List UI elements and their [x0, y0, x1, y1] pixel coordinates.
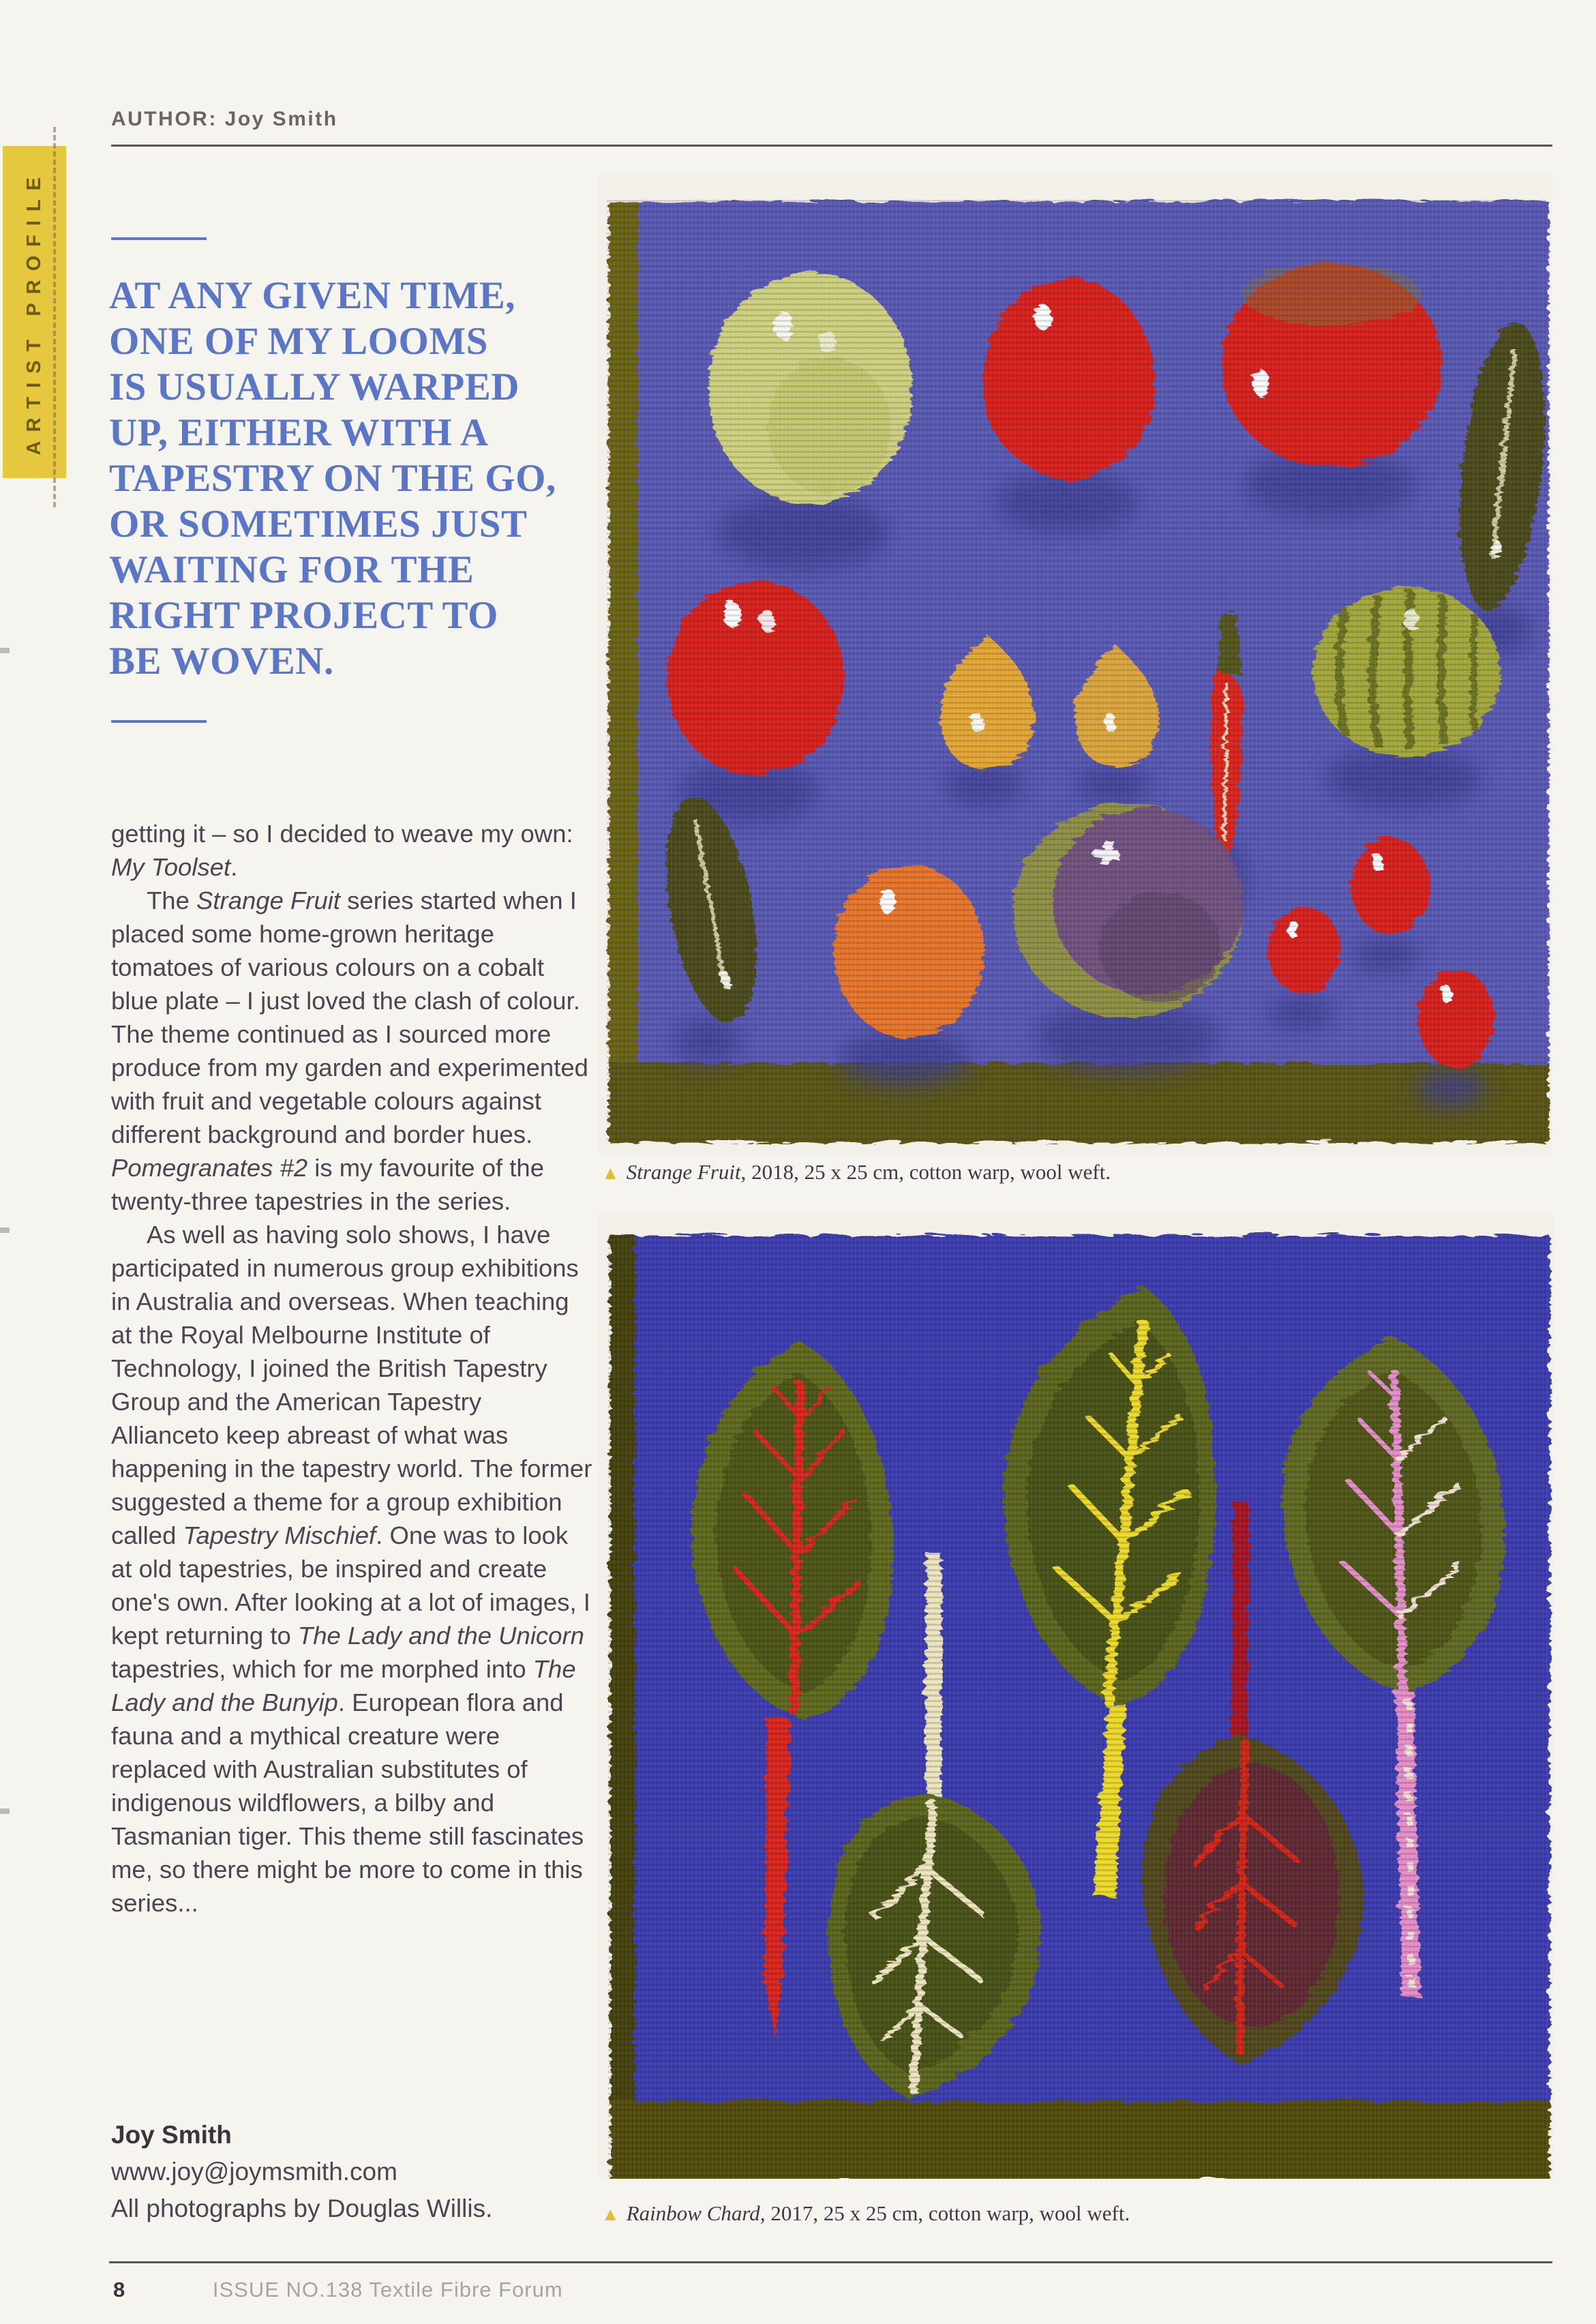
body-text: . One was to look at old tapestries, be inspired and create one's own. After looking at a lot of images, I kept returning to [111, 1521, 590, 1650]
body-text: The [147, 887, 197, 914]
caption-title: Strange Fruit [626, 1160, 741, 1184]
issue-title: ISSUE NO.138 Textile Fibre Forum [212, 2278, 563, 2301]
footer [113, 2278, 563, 2302]
body-text: getting it – so I decided to weave my own: [111, 820, 573, 848]
section-tab-label: ARTIST PROFILE [23, 168, 45, 456]
body-text-italic: Pomegranates #2 [111, 1154, 308, 1182]
author-byline [111, 108, 338, 131]
pull-quote-line: TAPESTRY ON THE GO, [109, 457, 556, 500]
body-text-italic: The Lady and the Bunyip [111, 1655, 576, 1716]
triangle-marker-icon: ▲ [601, 2204, 620, 2224]
pull-quote [109, 273, 641, 684]
caption-rainbow-chard [601, 2201, 1553, 2226]
figure-strange-fruit [599, 175, 1552, 1154]
caption-title: Rainbow Chard [626, 2201, 760, 2225]
caption-details: , 2018, 25 x 25 cm, cotton warp, wool weft. [740, 1160, 1111, 1184]
signature-name: Joy Smith [111, 2121, 232, 2149]
body-paragraph [111, 817, 592, 884]
body-paragraph [111, 884, 592, 1218]
caption-strange-fruit [601, 1160, 1553, 1185]
body-text: . European flora and fauna and a mythical creature were replaced with Australian substitutes of indigenous wildflowers, a bilby and Tasmanian tiger. This theme still fascinates me, so there might be more to come in this series... [111, 1688, 584, 1917]
footer-rule [109, 2261, 1552, 2263]
fold-dash-line [53, 127, 56, 507]
signature-credit: All photographs by Douglas Willis. [111, 2194, 493, 2222]
pull-quote-line: BE WOVEN. [109, 640, 334, 683]
pull-quote-line: AT ANY GIVEN TIME, [109, 274, 516, 317]
author-signature [111, 2117, 616, 2227]
pull-quote-line: WAITING FOR THE [109, 548, 475, 591]
triangle-marker-icon: ▲ [601, 1163, 620, 1183]
rainbow-chard-tapestry-illustration [599, 1211, 1553, 2179]
body-text: As well as having solo shows, I have participated in numerous group exhibitions in Australia and overseas. When teaching at the Royal Melbourne Institute of Technology, I joined the British Tapestry Group and the American Tapestry Allianceto keep abreast of what was happening in the tapestry world. The former suggested a theme for a group exhibition called [111, 1221, 592, 1549]
author-name: Joy Smith [224, 108, 338, 130]
body-text: series started when I placed some home-grown heritage tomatoes of various colours on a cobalt blue plate – I just loved the clash of colour. The theme continued as I sourced more produce from my garden and experimented with fruit and vegetable colours against different background and border hues. [111, 887, 588, 1148]
scan-edge-mark [0, 1808, 10, 1814]
section-tab-artist-profile [3, 146, 66, 478]
body-text-italic: Strange Fruit [196, 887, 341, 914]
body-text: is my favourite of the twenty-three tapestries in the series. [111, 1154, 545, 1215]
article-body [111, 817, 592, 1920]
figure-rainbow-chard [599, 1211, 1553, 2179]
pull-quote-line: OR SOMETIMES JUST [109, 503, 528, 546]
weave-texture [607, 199, 1546, 1140]
scan-edge-mark [0, 648, 10, 653]
scan-edge-mark [0, 1227, 10, 1233]
pull-quote-line: UP, EITHER WITH A [109, 411, 489, 454]
pull-quote-line: IS USUALLY WARPED [109, 366, 520, 408]
quote-rule-top [111, 237, 207, 240]
caption-details: , 2017, 25 x 25 cm, cotton warp, wool weft. [759, 2201, 1130, 2225]
author-label: AUTHOR: [111, 108, 217, 130]
body-text-italic: The Lady and the Unicorn [297, 1622, 584, 1650]
signature-website: www.joy@joymsmith.com [111, 2158, 397, 2186]
weave-texture [608, 1233, 1548, 2179]
body-text-italic: My Toolset [111, 853, 231, 881]
strange-fruit-tapestry-illustration [599, 175, 1552, 1154]
body-text: tapestries, which for me morphed into [111, 1655, 533, 1683]
quote-rule-bottom [111, 720, 207, 723]
header-rule [111, 145, 1552, 147]
page-number: 8 [113, 2278, 126, 2301]
body-paragraph [111, 1218, 592, 1920]
pull-quote-line: RIGHT PROJECT TO [109, 594, 498, 637]
body-text-italic: Tapestry Mischief [183, 1521, 376, 1549]
pull-quote-line: ONE OF MY LOOMS [109, 320, 488, 363]
body-text: . [230, 853, 238, 881]
